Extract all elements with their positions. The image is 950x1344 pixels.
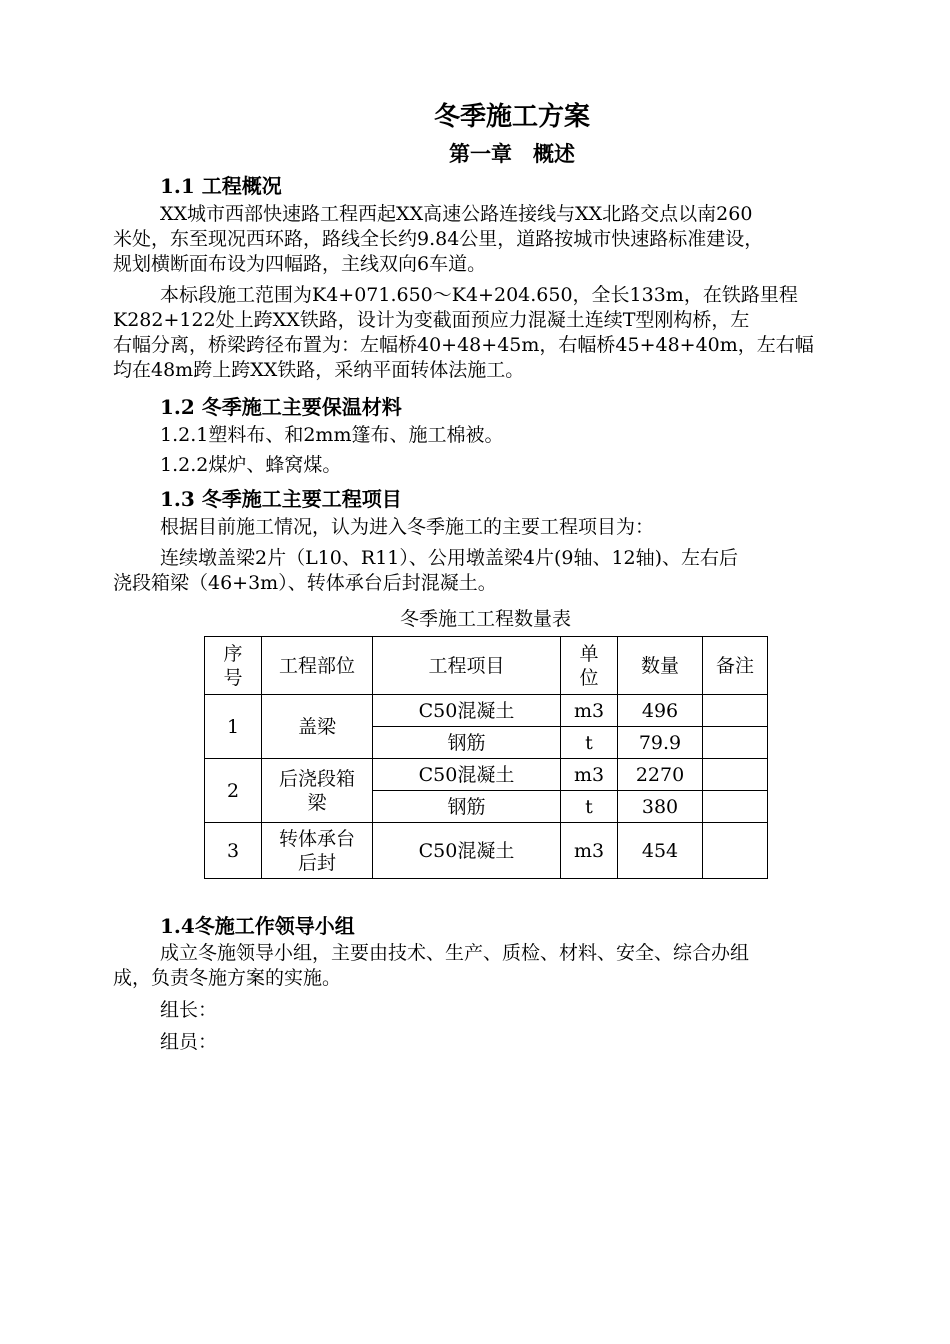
cell-item: 钢筋: [373, 791, 561, 823]
cell-note: [703, 727, 768, 759]
header-part: 工程部位: [262, 637, 373, 695]
header-seq-line: 号: [223, 666, 243, 689]
section-heading-1-4: 1.4冬施工作领导小组: [160, 914, 355, 938]
cell-part: [262, 823, 373, 879]
header-note: 备注: [703, 637, 768, 695]
cell-qty: 454: [618, 823, 703, 879]
leader-label: 组长：: [160, 999, 218, 1021]
cell-seq: 1: [205, 695, 262, 759]
text-line: 根据目前施工情况，认为进入冬季施工的主要工程项目为：: [160, 516, 655, 538]
cell-part-line: 梁: [307, 791, 327, 814]
members-label: 组员：: [160, 1031, 218, 1053]
cell-unit: t: [561, 791, 618, 823]
cell-unit: t: [561, 727, 618, 759]
text-line: 成，负责冬施方案的实施。: [113, 967, 342, 989]
section-heading-1-2: 1.2 冬季施工主要保温材料: [160, 395, 402, 419]
chapter-title: 第一章 概述: [449, 141, 575, 166]
paragraph-overview-1: [113, 202, 873, 277]
cell-note: [703, 759, 768, 791]
cell-seq: 3: [205, 823, 262, 879]
cell-part: [262, 695, 373, 759]
paragraph-leadership: [113, 941, 873, 991]
text-line: 右幅分离，桥梁跨径布置为：左幅桥40+48+45m，右幅桥45+48+40m，左右幅: [113, 334, 814, 356]
section-heading-1-3: 1.3 冬季施工主要工程项目: [160, 487, 402, 511]
paragraph-overview-2: [113, 283, 873, 383]
cell-item: C50混凝土: [373, 759, 561, 791]
text-line: 成立冬施领导小组，主要由技术、生产、质检、材料、安全、综合办组: [160, 942, 750, 964]
document-title: 冬季施工方案: [433, 102, 590, 132]
text-line: 1.2.2煤炉、蜂窝煤。: [160, 454, 342, 476]
quantity-table: [204, 636, 768, 879]
text-line: XX城市西部快速路工程西起XX高速公路连接线与XX北路交点以南260: [160, 203, 753, 225]
section-heading-1-1: 1.1 工程概况: [160, 174, 282, 198]
cell-item: C50混凝土: [373, 823, 561, 879]
cell-part-line: 后封: [297, 851, 336, 874]
table-row: [205, 759, 768, 791]
header-qty: 数量: [618, 637, 703, 695]
text-line: 规划横断面布设为四幅路，主线双向6车道。: [113, 253, 487, 275]
cell-note: [703, 791, 768, 823]
material-item-2: [113, 453, 873, 478]
header-unit-line: 位: [579, 666, 599, 689]
cell-qty: 79.9: [618, 727, 703, 759]
cell-seq: 2: [205, 759, 262, 823]
text-line: K282+122处上跨XX铁路，设计为变截面预应力混凝土连续T型刚构桥，左: [113, 309, 750, 331]
cell-part-line: 后浇段箱: [278, 767, 355, 790]
header-unit-line: 单: [579, 642, 599, 665]
cell-part-line: 转体承台: [278, 827, 355, 850]
cell-qty: 380: [618, 791, 703, 823]
cell-note: [703, 823, 768, 879]
cell-unit: m3: [561, 823, 618, 879]
cell-item: 钢筋: [373, 727, 561, 759]
text-line: 1.2.1塑料布、和2mm篷布、施工棉被。: [160, 424, 504, 446]
paragraph-projects-intro: [113, 515, 873, 540]
cell-item: C50混凝土: [373, 695, 561, 727]
cell-unit: m3: [561, 695, 618, 727]
header-seq: [205, 637, 262, 695]
material-item-1: [113, 423, 873, 448]
leader-line: [113, 998, 873, 1023]
cell-qty: 496: [618, 695, 703, 727]
text-line: 本标段施工范围为K4+071.650～K4+204.650，全长133m，在铁路里程: [160, 284, 798, 306]
members-line: [113, 1030, 873, 1055]
cell-qty: 2270: [618, 759, 703, 791]
header-unit: [561, 637, 618, 695]
table-row: [205, 695, 768, 727]
cell-part-line: 盖梁: [297, 715, 336, 738]
header-seq-line: 序: [223, 642, 243, 665]
paragraph-projects-list: [113, 546, 873, 596]
table-caption: 冬季施工工程数量表: [399, 608, 571, 630]
cell-part: [262, 759, 373, 823]
text-line: 浇段箱梁（46+3m）、转体承台后封混凝土。: [113, 572, 497, 594]
text-line: 均在48m跨上跨XX铁路，采纳平面转体法施工。: [113, 359, 525, 381]
cell-note: [703, 695, 768, 727]
table-row: [205, 823, 768, 879]
cell-unit: m3: [561, 759, 618, 791]
text-line: 连续墩盖梁2片（L10、R11）、公用墩盖梁4片(9轴、12轴)、左右后: [160, 547, 739, 569]
table-header-row: [205, 637, 768, 695]
text-line: 米处，东至现况西环路，路线全长约9.84公里，道路按城市快速路标准建设，: [113, 228, 764, 250]
header-item: 工程项目: [373, 637, 561, 695]
table-body: [205, 695, 768, 879]
